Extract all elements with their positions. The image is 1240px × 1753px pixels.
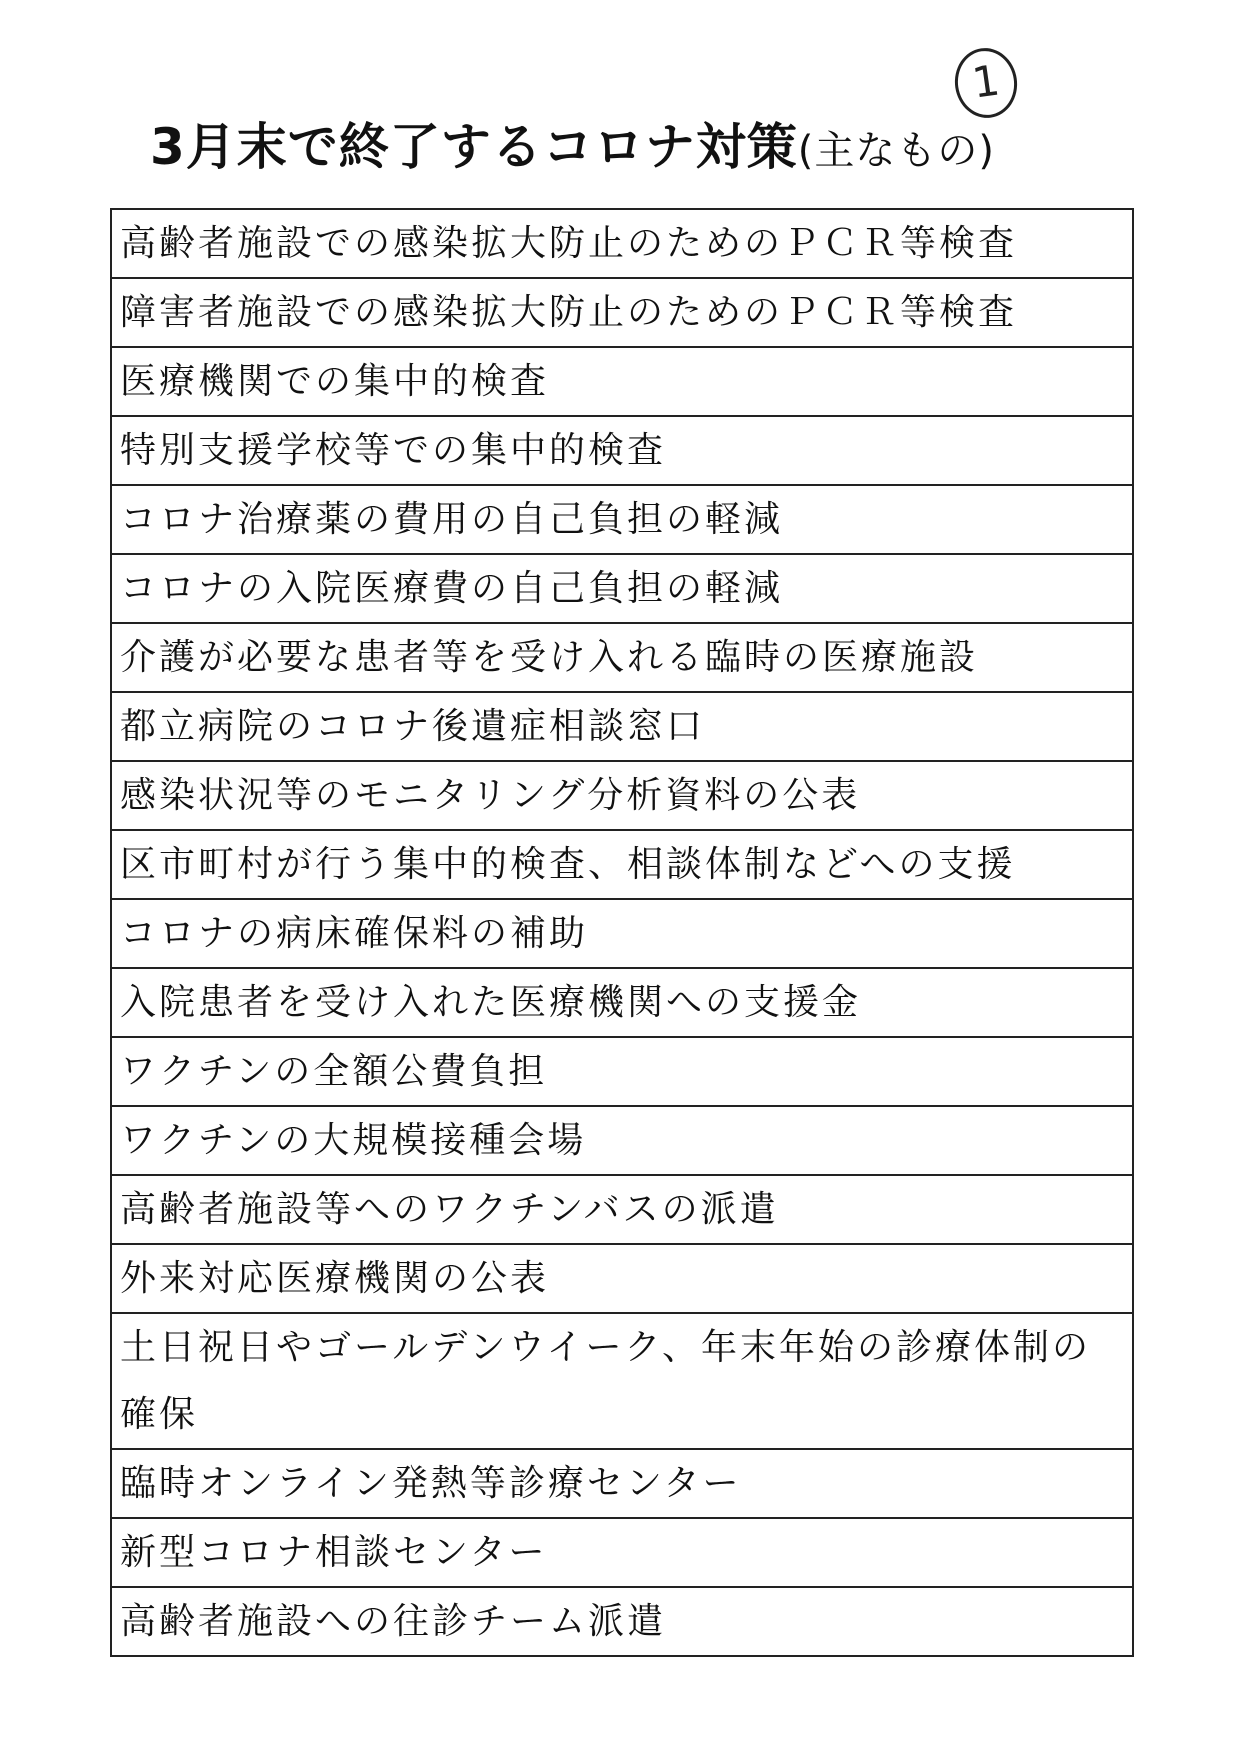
table-row: 高齢者施設での感染拡大防止のためのＰＣＲ等検査 xyxy=(112,210,1132,279)
table-row: 新型コロナ相談センター xyxy=(112,1519,1132,1588)
table-row: 高齢者施設等へのワクチンバスの派遣 xyxy=(112,1176,1132,1245)
title-sub: (主なもの) xyxy=(797,128,996,174)
table-row: 高齢者施設への往診チーム派遣 xyxy=(112,1588,1132,1657)
table-row: 土日祝日やゴールデンウイーク、年末年始の診療体制の確保 xyxy=(112,1314,1132,1450)
title-main: 3月末で終了するコロナ対策 xyxy=(150,118,798,176)
table-row: コロナの入院医療費の自己負担の軽減 xyxy=(112,555,1132,624)
table-row: 介護が必要な患者等を受け入れる臨時の医療施設 xyxy=(112,624,1132,693)
table-row: 外来対応医療機関の公表 xyxy=(112,1245,1132,1314)
measures-table xyxy=(110,208,1134,1657)
table-row: 臨時オンライン発熱等診療センター xyxy=(112,1450,1132,1519)
table-row: ワクチンの大規模接種会場 xyxy=(112,1107,1132,1176)
table-row: 特別支援学校等での集中的検査 xyxy=(112,417,1132,486)
table-row: 区市町村が行う集中的検査、相談体制などへの支援 xyxy=(112,831,1132,900)
page-number-circle: 1 xyxy=(950,44,1021,122)
table-row: コロナの病床確保料の補助 xyxy=(112,900,1132,969)
table-row: コロナ治療薬の費用の自己負担の軽減 xyxy=(112,486,1132,555)
table-row: ワクチンの全額公費負担 xyxy=(112,1038,1132,1107)
table-row: 医療機関での集中的検査 xyxy=(112,348,1132,417)
table-row: 都立病院のコロナ後遺症相談窓口 xyxy=(112,693,1132,762)
table-row: 障害者施設での感染拡大防止のためのＰＣＲ等検査 xyxy=(112,279,1132,348)
table-row: 感染状況等のモニタリング分析資料の公表 xyxy=(112,762,1132,831)
table-row: 入院患者を受け入れた医療機関への支援金 xyxy=(112,969,1132,1038)
page-title xyxy=(150,112,1150,186)
